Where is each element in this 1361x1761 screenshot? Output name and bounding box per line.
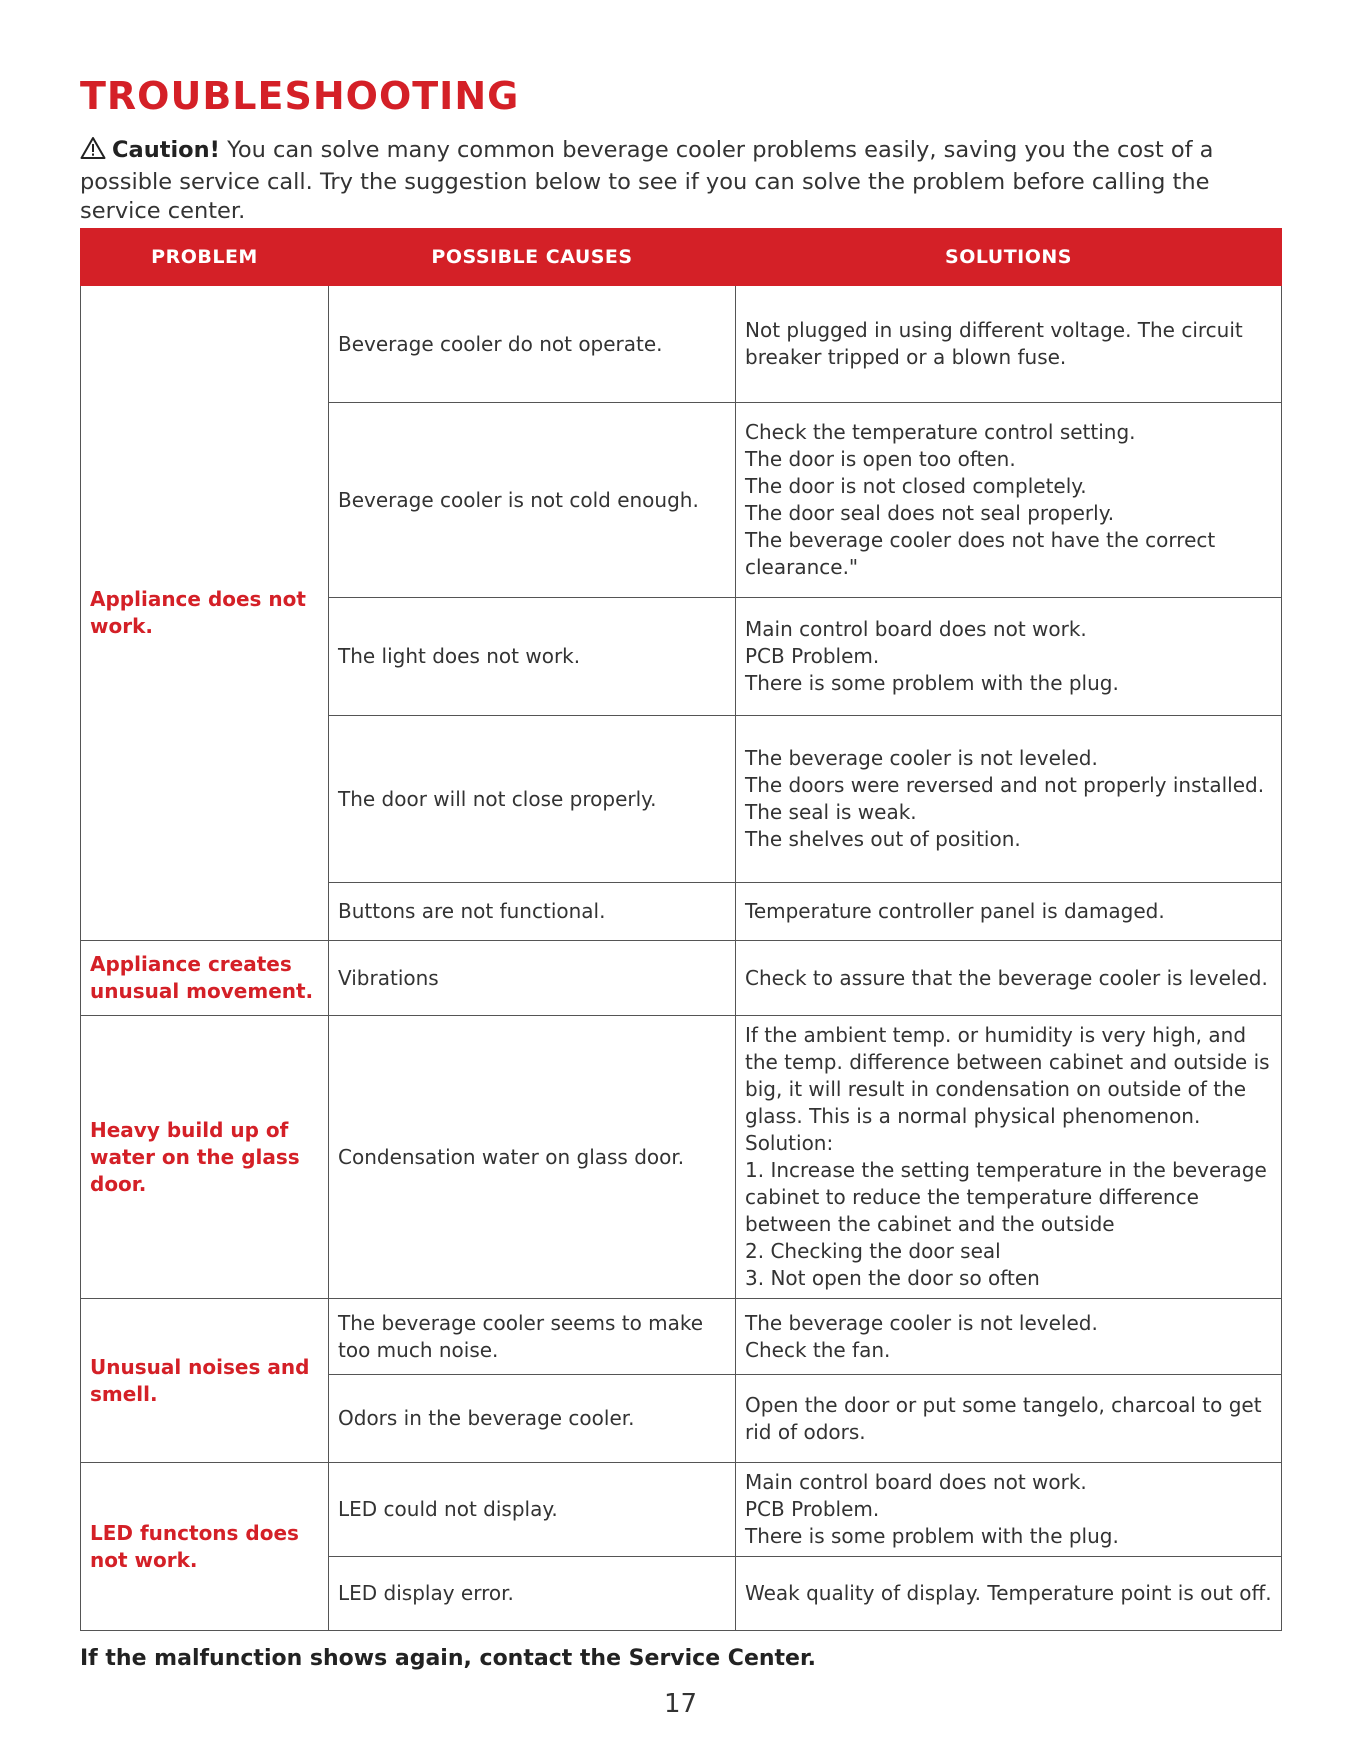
- solution-cell: Temperature controller panel is damaged.: [736, 883, 1282, 941]
- header-possible-causes: POSSIBLE CAUSES: [329, 229, 736, 286]
- solution-cell: Open the door or put some tangelo, charcoal to get rid of odors.: [736, 1375, 1282, 1463]
- cause-cell: Condensation water on glass door.: [329, 1016, 736, 1299]
- cause-cell: Beverage cooler is not cold enough.: [329, 403, 736, 598]
- header-problem: PROBLEM: [81, 229, 329, 286]
- table-row: [81, 286, 1282, 403]
- cause-cell: LED display error.: [329, 1557, 736, 1631]
- cause-cell: Buttons are not functional.: [329, 883, 736, 941]
- cause-cell: Beverage cooler do not operate.: [329, 286, 736, 403]
- page-number: 17: [663, 1689, 698, 1719]
- caution-text: You can solve many common beverage cooler problems easily, saving you the cost of a possible service call. Try the suggestion below to see if you can solve the problem before calling the service center.: [80, 137, 1214, 224]
- solution-cell: Not plugged in using different voltage. The circuit breaker tripped or a blown fuse.: [736, 286, 1282, 403]
- cause-cell: Odors in the beverage cooler.: [329, 1375, 736, 1463]
- solution-cell: Main control board does not work. PCB Problem. There is some problem with the plug.: [736, 1463, 1282, 1557]
- cause-cell: Vibrations: [329, 941, 736, 1016]
- problem-cell: Appliance does not work.: [81, 286, 329, 941]
- page-title: TROUBLESHOOTING: [80, 74, 520, 118]
- cause-cell: LED could not display.: [329, 1463, 736, 1557]
- problem-cell: Appliance creates unusual movement.: [81, 941, 329, 1016]
- problem-cell: LED functons does not work.: [81, 1463, 329, 1631]
- solution-cell: The beverage cooler is not leveled. The doors were reversed and not properly installed. The seal is weak. The shelves out of position.: [736, 716, 1282, 883]
- table-row: [81, 1299, 1282, 1375]
- solution-cell: Weak quality of display. Temperature point is out off.: [736, 1557, 1282, 1631]
- table-row: [81, 1463, 1282, 1557]
- solution-cell: If the ambient temp. or humidity is very high, and the temp. difference between cabinet and outside is big, it will result in condensation on outside of the glass. This is a normal physical phenomenon. Solution: 1. Increase the setting temperature in the beverage cabinet to reduce the temperature difference between the cabinet and the outside 2. Checking the door seal 3. Not open the door so often: [736, 1016, 1282, 1299]
- problem-cell: Unusual noises and smell.: [81, 1299, 329, 1463]
- header-solutions: SOLUTIONS: [736, 229, 1282, 286]
- caution-label: Caution!: [112, 137, 220, 163]
- solution-cell: Main control board does not work. PCB Problem. There is some problem with the plug.: [736, 598, 1282, 716]
- solution-cell: Check the temperature control setting. The door is open too often. The door is not closed completely. The door seal does not seal properly. The beverage cooler does not have the correct clearance.": [736, 403, 1282, 598]
- service-center-note: If the malfunction shows again, contact the Service Center.: [80, 1646, 817, 1671]
- cause-cell: The beverage cooler seems to make too much noise.: [329, 1299, 736, 1375]
- problem-cell: Heavy build up of water on the glass door.: [81, 1016, 329, 1299]
- table-row: [81, 1016, 1282, 1299]
- solution-cell: The beverage cooler is not leveled. Check the fan.: [736, 1299, 1282, 1375]
- solution-cell: Check to assure that the beverage cooler is leveled.: [736, 941, 1282, 1016]
- caution-intro: [80, 136, 1280, 226]
- cause-cell: The door will not close properly.: [329, 716, 736, 883]
- warning-triangle-icon: [80, 136, 106, 168]
- table-header-row: [81, 229, 1282, 286]
- troubleshooting-table: [80, 228, 1282, 1631]
- table-row: [81, 941, 1282, 1016]
- cause-cell: The light does not work.: [329, 598, 736, 716]
